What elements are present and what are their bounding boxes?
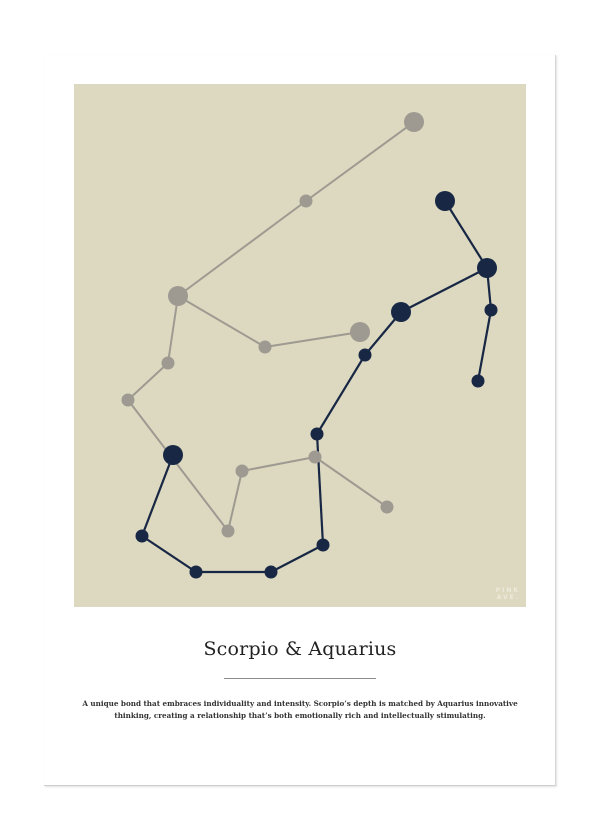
scorpio-star bbox=[265, 566, 278, 579]
aquarius-star bbox=[236, 465, 249, 478]
scorpio-star bbox=[359, 349, 372, 362]
aquarius-star bbox=[381, 501, 394, 514]
aquarius-star bbox=[168, 286, 188, 306]
aquarius-star bbox=[222, 525, 235, 538]
aquarius-star bbox=[259, 341, 272, 354]
constellation-svg bbox=[74, 84, 526, 607]
scorpio-star bbox=[435, 191, 455, 211]
poster-title: Scorpio & Aquarius bbox=[203, 638, 397, 660]
art-background bbox=[74, 84, 526, 607]
scorpio-star bbox=[472, 375, 485, 388]
brand-watermark bbox=[496, 587, 520, 601]
watermark-line: PINK bbox=[495, 587, 520, 594]
aquarius-star bbox=[350, 322, 370, 342]
poster-description: A unique bond that embraces individuality and intensity. Scorpio’s depth is matched by Aquarius innovative thinking, creating a relationship that’s both emotionally rich and intellectually stimulating. bbox=[82, 699, 518, 720]
aquarius-star bbox=[309, 451, 322, 464]
aquarius-star bbox=[162, 357, 175, 370]
scorpio-star bbox=[391, 302, 411, 322]
watermark-line: AVE. bbox=[496, 594, 520, 601]
scorpio-star bbox=[311, 428, 324, 441]
title-divider bbox=[224, 678, 376, 679]
aquarius-star bbox=[404, 112, 424, 132]
scorpio-star bbox=[190, 566, 203, 579]
scorpio-star bbox=[136, 530, 149, 543]
constellation-artwork bbox=[74, 84, 526, 607]
scorpio-star bbox=[477, 258, 497, 278]
poster bbox=[44, 55, 556, 786]
scorpio-star bbox=[163, 445, 183, 465]
aquarius-star bbox=[122, 394, 135, 407]
scorpio-star bbox=[485, 304, 498, 317]
aquarius-star bbox=[300, 195, 313, 208]
scorpio-star bbox=[317, 539, 330, 552]
